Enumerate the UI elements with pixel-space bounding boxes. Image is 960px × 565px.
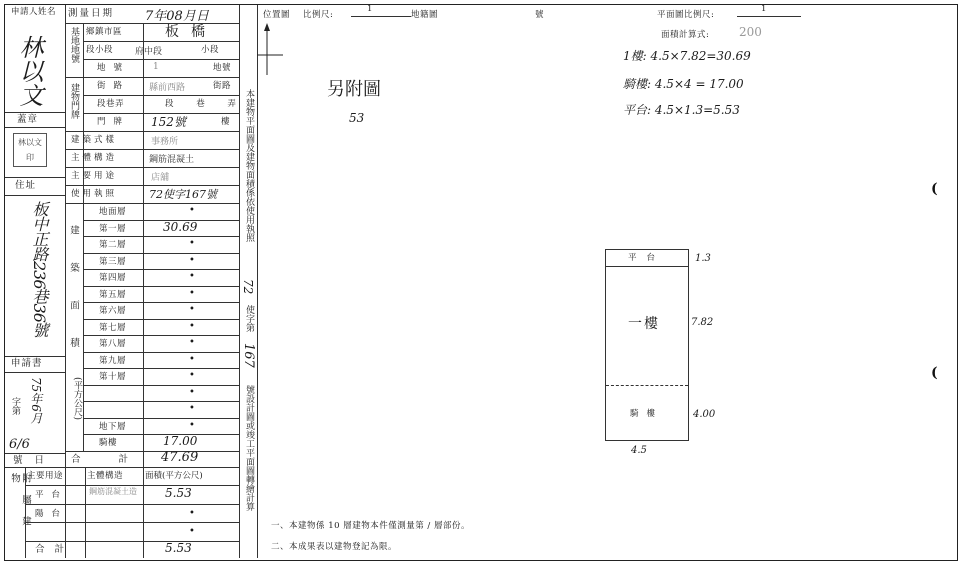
floor-row-label: 第九層 [99,355,127,366]
floor-row-label: 第四層 [99,273,127,283]
lot-suffix: 地號 [213,63,232,73]
strip-text-b: 使字第 [244,305,254,332]
request-date-label: 號日 [13,455,57,466]
applicant-name-label: 申請人姓名 [11,7,57,17]
subsection-label: 小段 [201,45,220,55]
floor-row-value: • [189,386,195,398]
annex-row-area: • [189,526,195,538]
section-value: 府中段 [135,47,163,57]
floor-row-value: • [189,254,195,266]
strip-text-a: 本建物平面圖及建物面積係依使用執照 [244,89,254,242]
floor-row-value: • [189,287,195,299]
annex-group-label: 附屬建物 [9,473,31,538]
strip-license-year: 72 [241,279,255,295]
floor-row-value: • [189,320,195,332]
punch-mark-bottom: ( [931,365,938,381]
plan-scale-value: 1 [761,4,767,14]
floor-row-value: • [189,238,195,249]
annex-col-structure: 主體構造 [87,471,124,481]
lane-label: 段巷弄 [97,99,125,109]
lot-group-label: 基地地號 [69,27,79,63]
city-label: 鄉鎮市區 [86,27,123,37]
street-label: 街路 [97,81,131,91]
annex-total-value: 5.53 [165,541,192,555]
note-line-2: 二、本成果表以建物登記為限。 [271,542,398,552]
floor-row-label: 地下層 [99,421,127,432]
address-label: 住址 [15,180,37,191]
calc-line-2: 騎樓: 4.5×4 = 17.00 [623,77,744,91]
seal-label: 蓋章 [17,114,39,125]
floor-row-label: 第十層 [99,372,127,382]
plan-label-arcade: 騎樓 [630,409,664,419]
annex-row-structure: 鋼筋混凝土造 [89,487,137,496]
survey-date-value: 7年08月日 [145,9,209,24]
floor-row-label: 第六層 [99,306,127,316]
lot-label: 地號 [97,63,131,73]
annex-row-use: 陽台 [35,508,69,519]
floor-row-value: 17.00 [163,434,198,448]
floor-row-value: • [189,205,195,216]
floor-row-value: • [189,353,195,365]
floor-row-label: 地面層 [99,207,127,217]
punch-mark-top: ( [931,181,938,197]
plan-scale-label: 平面圖比例尺: [657,10,715,20]
area-calc-label: 面積計算式: [661,30,710,40]
street-suffix: 街路 [213,81,232,91]
license-label: 使用執照 [71,189,118,199]
cadastral-map-label: 地籍圖 [411,10,439,20]
plan-dim-first: 7.82 [691,317,714,328]
floor-row-label: 第二層 [99,240,127,250]
floor-total-value: 47.69 [161,450,199,465]
door-number-suffix: 樓 [221,117,231,127]
building-survey-form [4,4,958,561]
survey-date-label: 測量日期 [68,8,115,19]
scale-value: 1 [367,4,373,14]
floor-total-label: 合計 [71,454,167,465]
applicant-name-value: 林以文 [15,35,43,107]
floor-row-value: • [189,271,195,282]
use-value: 店舖 [151,173,170,183]
floor-area-group-label: 建築面積 [68,225,79,375]
floor-row-label: 第一層 [99,223,127,234]
floor-row-value: • [189,337,195,348]
request-date-value: 75年6月 [29,377,43,424]
annex-total-label: 合計 [35,544,75,555]
plan-label-platform: 平台 [628,253,666,263]
north-arrow-icon [257,21,287,77]
calc-line-3: 平台: 4.5×1.3=5.53 [623,103,740,117]
floor-row-label: 騎樓 [99,438,118,448]
license-value: 72使字167號 [149,188,217,201]
city-value: 板橋 [165,24,217,40]
floor-row-value: • [189,370,195,381]
plan-scale-denominator: 200 [739,25,762,39]
plan-dim-width: 4.5 [631,445,647,456]
request-label: 申請書 [11,358,43,369]
floor-area-unit-label: (平方公尺) [72,377,82,421]
floor-row-value: • [189,403,195,414]
style-value: 事務所 [151,137,179,147]
seal-text: 林以文印 [18,138,42,162]
annex-row-area: • [189,507,195,519]
note-line-1: 一、本建物係 10 層建物本件僅測量第 / 層部份。 [271,521,470,531]
sheet-number: 53 [349,111,365,125]
lot-value: 1 [153,62,159,72]
style-label: 建築式樣 [71,135,118,145]
cadastral-map-suffix: 號 [535,10,545,20]
applicant-seal-stamp [13,133,47,167]
door-group-label: 建物門牌 [69,83,79,119]
strip-license-no: 167 [241,343,256,368]
annex-row-area: 5.53 [165,486,192,500]
annex-row-use: 平台 [35,490,69,500]
lane-value: 段 巷 弄 [165,99,246,109]
calc-line-1: 1樓: 4.5×7.82=30.69 [623,49,751,63]
floor-row-value: • [189,419,195,431]
door-number-label: 門牌 [97,117,131,127]
structure-value: 鋼筋混凝土 [149,155,195,165]
floor-plan [605,249,689,441]
floor-row-label: 第五層 [99,289,127,300]
floor-row-label: 第三層 [99,256,127,267]
see-attached-text: 另附圖 [327,79,381,100]
floor-row-value: • [189,304,195,315]
floor-row-label: 第七層 [99,322,127,333]
plan-label-first-floor: 一樓 [628,316,660,332]
annex-col-area: 面積(平方公尺) [145,471,203,481]
number-label: 字第 [10,397,20,415]
section-label: 段小段 [86,45,114,55]
address-value: 板中正路236巷36號 [30,201,49,337]
use-label: 主要用途 [71,171,118,181]
position-map-label: 位置圖 [263,10,291,20]
floor-row-label: 第八層 [99,339,127,349]
plan-dim-arcade: 4.00 [693,409,716,420]
structure-label: 主體構造 [71,153,118,163]
door-number-value: 152號 [151,115,186,129]
request-number-value: 6/6 [9,437,30,452]
scale-label: 比例尺: [303,10,334,20]
annex-col-use: 主要用途 [27,471,64,481]
strip-text-c: 號設計圖或竣工平面圖轉繪計算 [244,385,254,511]
plan-dim-platform: 1.3 [695,253,711,264]
street-value: 縣前西路 [149,83,186,93]
floor-row-value: 30.69 [163,219,198,234]
